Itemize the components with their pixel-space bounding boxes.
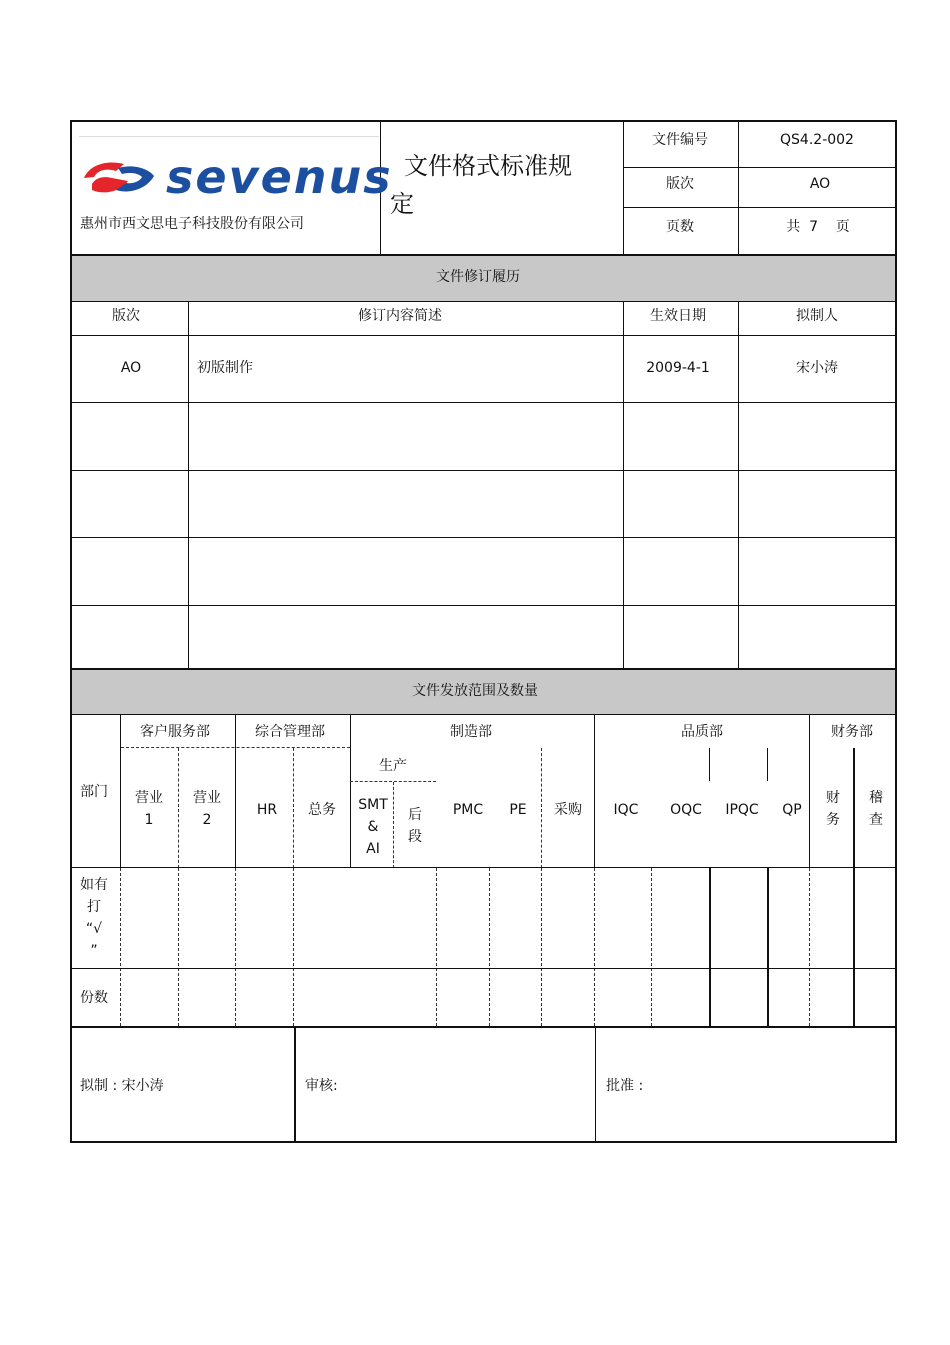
dist-col-line-qa bbox=[809, 715, 810, 867]
sub-finance bbox=[826, 787, 840, 831]
sub-col-line-hr bbox=[293, 748, 294, 868]
sub-back-end bbox=[408, 804, 422, 848]
sub-sales-1-b: 1 bbox=[144, 812, 154, 828]
check-col-4 bbox=[293, 868, 294, 1026]
sub-audit-a: 稽 bbox=[869, 790, 883, 806]
pages-value: 共 7 页 bbox=[786, 219, 850, 235]
revision-row-line-2 bbox=[71, 402, 896, 403]
revision-col-header-author: 拟制人 bbox=[796, 308, 838, 324]
revision-col-header-version: 版次 bbox=[112, 308, 140, 324]
signoff-col-line-1 bbox=[294, 1027, 296, 1142]
logo-frame-line bbox=[79, 136, 379, 137]
revision-row-author: 宋小涛 bbox=[796, 360, 838, 376]
revision-row-line-1 bbox=[71, 335, 896, 336]
sub-purchase: 采购 bbox=[554, 802, 582, 818]
dist-col-line-mfg bbox=[594, 715, 595, 867]
check-col-13 bbox=[853, 868, 855, 1026]
sub-sales-1-a: 营业 bbox=[135, 790, 163, 806]
sub-col-line-audit bbox=[853, 748, 855, 868]
dept-finance: 财务部 bbox=[831, 724, 873, 740]
header-divider-title bbox=[623, 121, 624, 255]
revision-col-header-date: 生效日期 bbox=[650, 308, 706, 324]
sub-sales-1 bbox=[135, 787, 163, 831]
sub-col-line-qp bbox=[767, 748, 768, 781]
sub-hr: HR bbox=[256, 802, 278, 818]
row-label-copies: 份数 bbox=[80, 990, 108, 1006]
revision-row-line-4 bbox=[71, 537, 896, 538]
doc-no-label: 文件编号 bbox=[652, 132, 708, 148]
sub-audit-b: 查 bbox=[869, 812, 883, 828]
check-col-12 bbox=[809, 868, 810, 1026]
sub-col-line-purchase bbox=[541, 748, 542, 868]
doc-title-line1: 文件格式标准规 bbox=[404, 152, 572, 180]
sub-smt-c: AI bbox=[366, 841, 380, 857]
sub-smt-a: SMT bbox=[358, 797, 388, 813]
header-bottom-line bbox=[71, 254, 896, 256]
row-label-check-4: ” bbox=[90, 943, 98, 959]
sub-finance-b: 务 bbox=[826, 812, 840, 828]
check-col-7 bbox=[541, 868, 542, 1026]
sub-qp: QP bbox=[782, 802, 802, 818]
check-col-5 bbox=[436, 868, 437, 1026]
revision-row-line-5 bbox=[71, 605, 896, 606]
revision-row-version: AO bbox=[120, 360, 142, 376]
signoff-reviewed: 审核: bbox=[305, 1078, 338, 1094]
row-label-check-3: “√ bbox=[85, 921, 103, 937]
version-value: AO bbox=[809, 176, 831, 192]
check-col-9 bbox=[651, 868, 652, 1026]
dist-row-line-1 bbox=[71, 867, 896, 868]
check-col-8 bbox=[594, 868, 595, 1026]
dist-col-line-label bbox=[120, 715, 121, 867]
signoff-approved: 批准 : bbox=[606, 1078, 644, 1094]
sub-smt-b: & bbox=[367, 819, 379, 835]
dept-admin: 综合管理部 bbox=[255, 724, 325, 740]
signoff-drafted: 拟制 : 宋小涛 bbox=[80, 1078, 164, 1094]
revision-col-line-1 bbox=[188, 301, 189, 669]
sub-iqc: IQC bbox=[613, 802, 639, 818]
check-col-10 bbox=[709, 868, 711, 1026]
header-row-line-2 bbox=[623, 207, 896, 208]
distribution-section-title: 文件发放范围及数量 bbox=[412, 683, 538, 699]
sub-general-affairs: 总务 bbox=[308, 802, 336, 818]
sub-col-line-ipqc bbox=[709, 748, 710, 781]
row-label-check-2: 打 bbox=[87, 899, 101, 915]
dept-manufacturing: 制造部 bbox=[450, 724, 492, 740]
revision-section-title: 文件修订履历 bbox=[436, 269, 520, 285]
sub-pmc: PMC bbox=[452, 802, 484, 818]
dist-col-line-admin bbox=[350, 715, 351, 867]
header-divider-labels bbox=[738, 121, 739, 255]
sub-oqc: OQC bbox=[670, 802, 702, 818]
logo-brand-text: sevenus bbox=[166, 150, 393, 204]
dept-customer-service: 客户服务部 bbox=[140, 724, 210, 740]
sub-col-line-sales bbox=[178, 748, 179, 868]
dept-header-divider-cs bbox=[121, 747, 350, 748]
check-col-6 bbox=[489, 868, 490, 1026]
sub-finance-a: 财 bbox=[826, 790, 840, 806]
header-row-line-1 bbox=[623, 167, 896, 168]
check-col-11 bbox=[767, 868, 769, 1026]
outer-border-right bbox=[895, 120, 897, 1143]
revision-col-line-2 bbox=[623, 301, 624, 669]
revision-band-bottom bbox=[71, 301, 896, 302]
sub-back-b: 段 bbox=[408, 829, 422, 845]
version-label: 版次 bbox=[666, 176, 694, 192]
doc-title-line2: 定 bbox=[390, 190, 414, 218]
outer-border-top bbox=[70, 120, 897, 122]
company-logo bbox=[82, 150, 393, 210]
distribution-band-bottom bbox=[71, 714, 896, 715]
dist-row-line-2 bbox=[71, 968, 896, 969]
row-label-check bbox=[80, 874, 108, 962]
outer-border-left bbox=[70, 120, 72, 1143]
sub-smt-ai bbox=[358, 794, 388, 860]
dept-quality: 品质部 bbox=[681, 724, 723, 740]
revision-row-line-3 bbox=[71, 470, 896, 471]
sub-sales-2 bbox=[193, 787, 221, 831]
row-label-dept: 部门 bbox=[80, 784, 108, 800]
outer-border-bottom bbox=[70, 1141, 897, 1143]
signoff-col-line-2 bbox=[595, 1027, 596, 1142]
revision-row-content: 初版制作 bbox=[197, 360, 253, 376]
company-name: 惠州市西文思电子科技股份有限公司 bbox=[80, 216, 304, 232]
check-col-3 bbox=[235, 868, 236, 1026]
sub-sales-2-b: 2 bbox=[202, 812, 212, 828]
revision-col-header-content: 修订内容简述 bbox=[358, 308, 442, 324]
sub-sales-2-a: 营业 bbox=[193, 790, 221, 806]
revision-col-line-3 bbox=[738, 301, 739, 669]
sub-back-a: 后 bbox=[408, 807, 422, 823]
sub-audit bbox=[869, 787, 883, 831]
row-label-check-1: 如有 bbox=[80, 877, 108, 893]
revision-row-date: 2009-4-1 bbox=[646, 360, 710, 376]
dist-col-line-cs bbox=[235, 715, 236, 867]
pages-label: 页数 bbox=[666, 219, 694, 235]
revision-bottom-line bbox=[71, 668, 896, 670]
doc-no-value: QS4.2-002 bbox=[780, 132, 854, 148]
sub-col-line-smt bbox=[393, 782, 394, 868]
sub-pe: PE bbox=[509, 802, 527, 818]
dist-bottom-line bbox=[71, 1026, 896, 1028]
check-col-1 bbox=[120, 868, 121, 1026]
sub-ipqc: IPQC bbox=[725, 802, 759, 818]
check-col-2 bbox=[178, 868, 179, 1026]
production-group-label: 生产 bbox=[379, 758, 407, 774]
